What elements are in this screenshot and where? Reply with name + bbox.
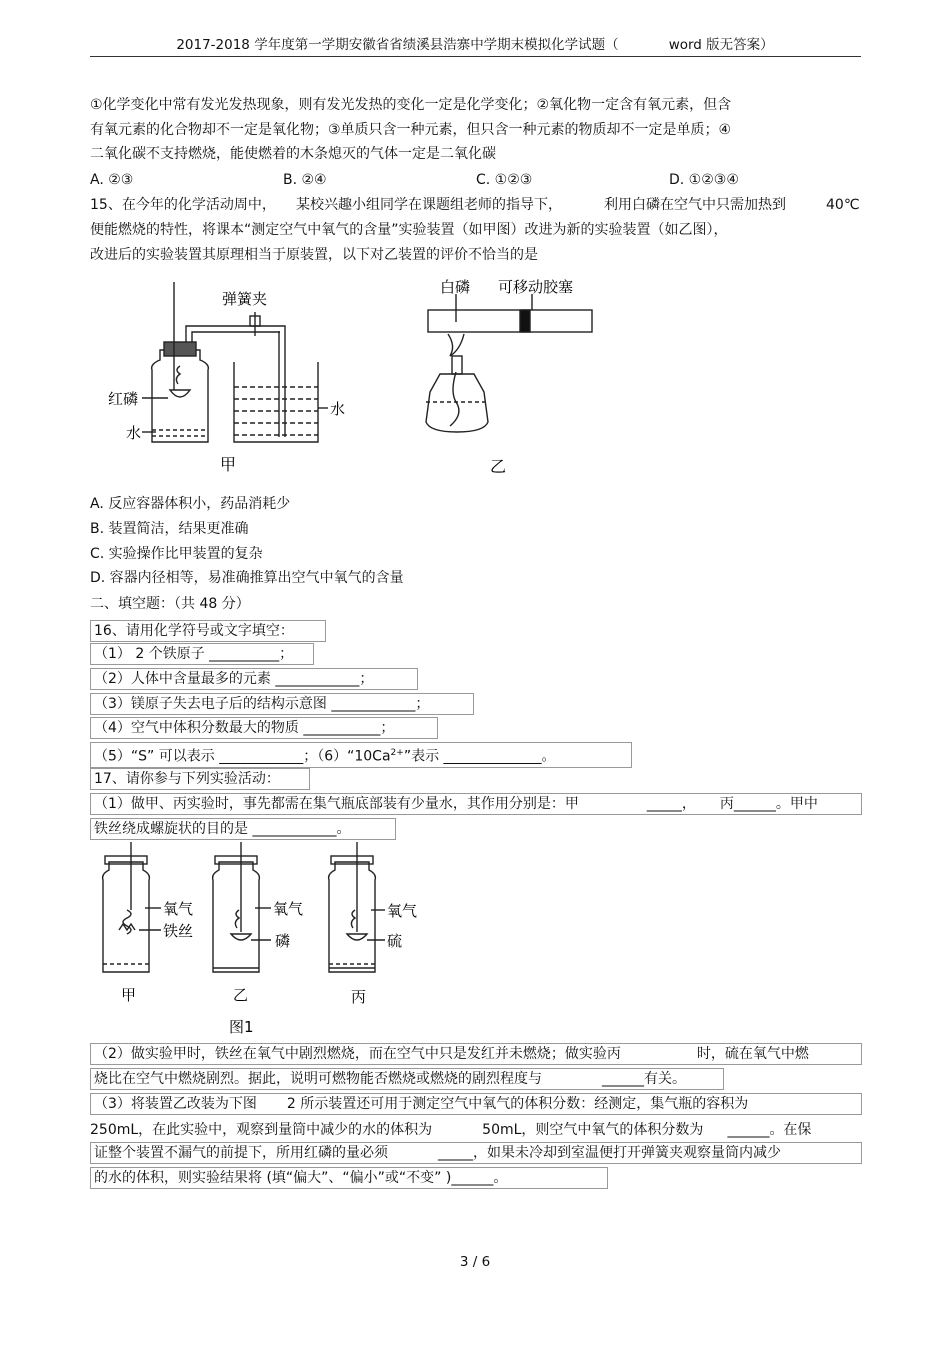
header-rule	[90, 56, 861, 57]
q16-item-4: （4）空气中体积分数最大的物质 ___________；	[90, 717, 438, 739]
q17-p2c: 烧比在空气中燃烧剧烈。据此，说明可燃物能否燃烧或燃烧的剧烈程度与	[94, 1071, 542, 1087]
q17-part-3-line-3	[90, 1142, 862, 1164]
q17-p3h: 的水的体积，则实验结果将 (填“偏大”、“偏小”或“不变” )______。	[90, 1167, 608, 1189]
q14-option-c: C. ①②③	[476, 172, 533, 188]
caption-bottle-jia: 甲	[121, 986, 137, 1004]
label-oxygen-yi: 氧气	[273, 900, 304, 918]
label-movable-stopper: 可移动胶塞	[498, 278, 574, 296]
q17-p1a: （1）做甲、丙实验时，事先都需在集气瓶底部装有少量水，其作用分别是：甲	[94, 796, 579, 812]
caption-bottle-yi: 乙	[233, 986, 249, 1004]
header-title: 2017-2018 学年度第一学期安徽省省绩溪县浩寨中学期末模拟化学试题（	[176, 37, 619, 53]
q17-p3e: ______。在保	[727, 1122, 812, 1138]
caption-jia: 甲	[220, 455, 237, 474]
page-number: 3 / 6	[459, 1254, 491, 1270]
q17-p3a: （3）将装置乙改装为下图	[94, 1096, 257, 1112]
header-title-suffix: word 版无答案）	[668, 37, 774, 53]
label-water-left: 水	[126, 424, 142, 442]
q17-p2b: 时，硫在氧气中燃	[696, 1046, 809, 1062]
q14-option-b: B. ②④	[283, 172, 327, 188]
q14-option-d: D. ①②③④	[669, 172, 739, 188]
q16-item-2: （2）人体中含量最多的元素 ____________；	[90, 668, 418, 690]
q17-part-1-line-1	[90, 793, 862, 815]
figure-1-caption: 图1	[229, 1018, 254, 1036]
q15-option-b: B. 装置简洁，结果更准确	[90, 521, 249, 537]
q17-p3g: _____，如果未冷却到室温便打开弹簧夹观察量筒内减少	[438, 1145, 781, 1161]
q17-part-2-line-2	[90, 1068, 724, 1090]
q15-line-1b: 某校兴趣小组同学在课题组老师的指导下，	[296, 197, 562, 213]
q17-p2a: （2）做实验甲时，铁丝在氧气中剧烈燃烧，而在空气中只是发红并未燃烧；做实验丙	[94, 1046, 621, 1062]
q16-item-5-charge: 2+	[390, 748, 404, 758]
q16-title: 16、请用化学符号或文字填空：	[90, 620, 326, 642]
q15-option-a: A. 反应容器体积小，药品消耗少	[90, 496, 291, 512]
q15-line-3: 改进后的实验装置其原理相当于原装置，以下对乙装置的评价不恰当的是	[90, 247, 538, 263]
label-water-right: 水	[330, 400, 346, 418]
q16-item-5	[90, 742, 632, 768]
caption-bottle-bing: 丙	[351, 988, 367, 1006]
q14-option-a: A. ②③	[90, 172, 134, 188]
q14-line-3: 二氧化碳不支持燃烧，能使燃着的木条熄灭的气体一定是二氧化碳	[90, 146, 496, 162]
label-white-phosphorus: 白磷	[440, 278, 471, 296]
label-iron-wire: 铁丝	[163, 922, 194, 940]
caption-yi: 乙	[490, 457, 507, 476]
q17-p2d: ______有关。	[602, 1071, 686, 1087]
q17-p3f: 证整个装置不漏气的前提下，所用红磷的量必须	[94, 1145, 388, 1161]
q17-p1b: _____，	[646, 796, 696, 812]
gas-bottles-figure	[95, 840, 435, 1040]
q17-p1d: 铁丝绕成螺旋状的目的是 ____________。	[90, 818, 396, 840]
label-sulfur: 硫	[387, 932, 403, 950]
q17-part-2-line-1	[90, 1043, 862, 1065]
q16-item-1: （1） 2 个铁原子 __________；	[90, 643, 314, 665]
q16-item-3: （3）镁原子失去电子后的结构示意图 ____________；	[90, 693, 474, 715]
section-fill-in-title: 二、填空题：（共 48 分）	[90, 596, 250, 612]
q15-option-c: C. 实验操作比甲装置的复杂	[90, 546, 263, 562]
q16-item-5b: ”表示 ______________。	[403, 748, 556, 765]
q15-line-1c: 利用白磷在空气中只需加热到	[604, 197, 786, 213]
q15-line-2: 便能燃烧的特性，将课本“测定空气中氧气的含量”实验装置（如甲图）改进为新的实验装置（如乙图），	[90, 222, 728, 238]
q15-line-1d: 40℃	[826, 197, 860, 213]
q17-p3d: 50mL，则空气中氧气的体积分数为	[482, 1122, 704, 1138]
q17-part-3-line-2	[90, 1121, 811, 1139]
q17-p3c: 250mL，在此实验中，观察到量筒中减少的水的体积为	[90, 1122, 433, 1138]
q15-option-d: D. 容器内径相等，易准确推算出空气中氧气的含量	[90, 570, 404, 586]
q14-line-1: ①化学变化中常有发光发热现象，则有发光发热的变化一定是化学变化；②氧化物一定含有氧元素，但含	[90, 97, 732, 113]
apparatus-figure	[100, 272, 610, 480]
q17-title: 17、请你参与下列实验活动：	[90, 768, 310, 790]
q16-item-5a: （5）“S” 可以表示 ____________；（6）“10Ca	[94, 748, 391, 765]
q15-line-1a: 15、在今年的化学活动周中，	[90, 197, 276, 213]
label-red-phosphorus: 红磷	[108, 390, 139, 408]
label-oxygen-bing: 氧气	[387, 902, 418, 920]
q17-part-3-line-1	[90, 1093, 862, 1115]
label-phosphorus: 磷	[275, 932, 291, 950]
page-header	[0, 36, 950, 54]
q17-p3b: 2 所示装置还可用于测定空气中氧气的体积分数：经测定，集气瓶的容积为	[286, 1096, 749, 1112]
q14-line-2: 有氧元素的化合物却不一定是氧化物；③单质只含一种元素，但只含一种元素的物质却不一定是单质；④	[90, 122, 732, 138]
label-clip: 弹簧夹	[222, 290, 268, 308]
label-oxygen-jia: 氧气	[163, 900, 194, 918]
q17-p1c: 丙______。甲中	[719, 796, 818, 812]
